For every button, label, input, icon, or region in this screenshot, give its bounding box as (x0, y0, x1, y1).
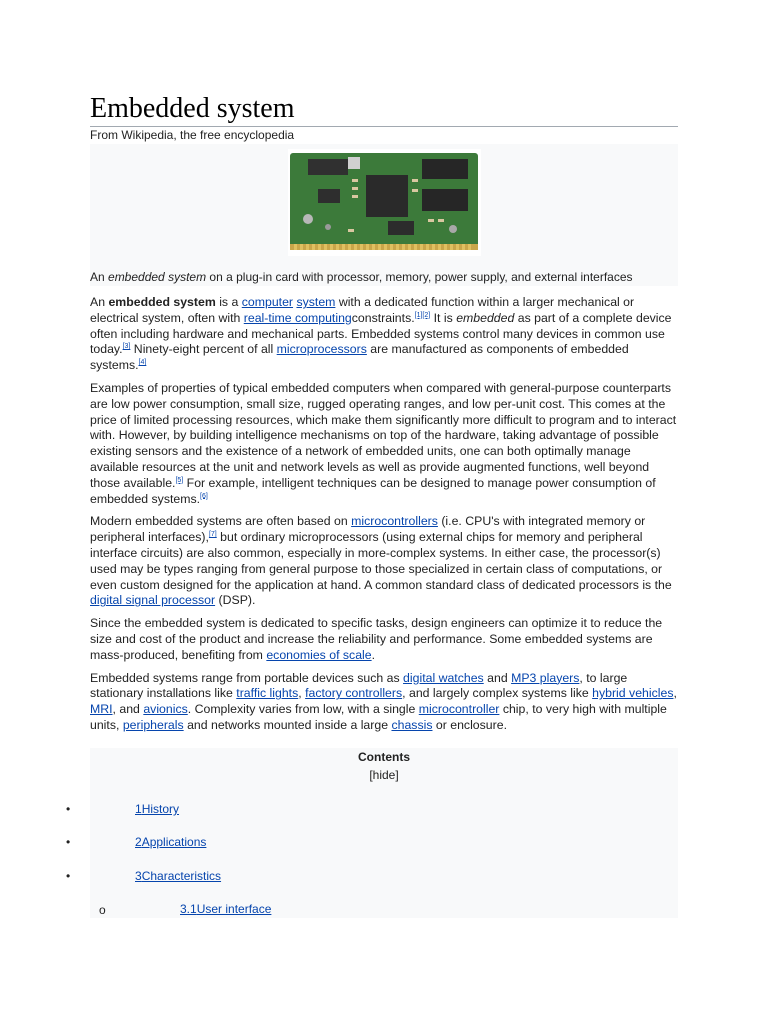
link-peripherals[interactable]: peripherals (122, 717, 184, 732)
toc-item-history[interactable]: 1History (135, 802, 180, 816)
toc-item-user-interface[interactable]: 3.1User interface (180, 902, 272, 916)
toc-sub-bullet: o (99, 903, 106, 917)
citation-6[interactable]: [6] (200, 492, 208, 500)
page-title: Embedded system (90, 92, 678, 127)
toc-bullet: • (66, 869, 71, 883)
citation-1-2[interactable]: [1][2] (414, 311, 431, 319)
link-chassis[interactable]: chassis (391, 717, 433, 732)
paragraph-modern: Modern embedded systems are often based on microcontrollers (i.e. CPU's with integrated memory or peripheral interfaces),[7] but ordinary microprocessors (using external chips for memory and peripheral interface circuits) are also common, especially in more-complex systems. In either case, the processor(s) used may be types ranging from general purpose to those specialized in certain class of computations, or even custom designed for the application at hand. A common standard class of dedicated processors is the digital signal processor (DSP). (90, 514, 672, 608)
link-traffic-lights[interactable]: traffic lights (236, 686, 299, 701)
link-real-time-computing[interactable]: real-time computing (243, 310, 352, 325)
citation-7[interactable]: [7] (208, 531, 217, 539)
link-digital-watches[interactable]: digital watches (403, 670, 484, 685)
link-mp3-players[interactable]: MP3 players (511, 670, 580, 685)
site-tagline: From Wikipedia, the free encyclopedia (90, 128, 295, 142)
lead-figure (90, 144, 678, 286)
figure-caption: An embedded system on a plug-in card with processor, memory, power supply, and external interfaces (90, 270, 633, 284)
citation-3[interactable]: [3] (122, 343, 131, 351)
article-body (90, 295, 678, 741)
circuit-board-image[interactable] (288, 149, 481, 256)
link-mri[interactable]: MRI (90, 702, 113, 717)
link-computer[interactable]: computer (241, 295, 294, 309)
table-of-contents (90, 748, 678, 918)
paragraph-optimization: Since the embedded system is dedicated to specific tasks, design engineers can optimize it to reduce the size and cost of the product and increase the reliability and performance. Some embedded systems are mass-produced, benefiting from economies of scale. (90, 616, 663, 662)
link-factory-controllers[interactable]: factory controllers (305, 686, 403, 701)
link-system[interactable]: system (296, 295, 336, 309)
toc-title: Contents (358, 750, 410, 764)
link-economies-of-scale[interactable]: economies of scale (266, 647, 372, 662)
citation-4[interactable]: [4] (138, 359, 147, 367)
link-microcontroller[interactable]: microcontroller (418, 702, 500, 717)
toc-bullet: • (66, 802, 71, 816)
link-avionics[interactable]: avionics (143, 702, 188, 717)
link-microcontrollers[interactable]: microcontrollers (351, 514, 438, 529)
toc-bullet: • (66, 835, 71, 849)
link-digital-signal-processor[interactable]: digital signal processor (90, 593, 216, 608)
paragraph-properties: Examples of properties of typical embedded computers when compared with general-purpose counterparts are low power consumption, small size, rugged operating ranges, and low per-unit cost. This comes at the price of limited processing resources, which make them significantly more difficult to program and to interact with. However, by building intelligence mechanisms on top of the hardware, taking advantage of possible existing sensors and the existence of a network of embedded units, one can both optimally manage available resources at the unit and network levels as well as provide augmented functions, well beyond those available.[5] For example, intelligent techniques can be designed to manage power consumption of embedded systems.[6] (90, 380, 677, 506)
toc-item-characteristics[interactable]: 3Characteristics (135, 869, 222, 883)
toc-item-applications[interactable]: 2Applications (135, 835, 207, 849)
link-hybrid-vehicles[interactable]: hybrid vehicles (592, 686, 674, 701)
citation-5[interactable]: [5] (175, 476, 184, 484)
toc-hide-toggle[interactable]: [hide] (369, 768, 399, 782)
paragraph-range: Embedded systems range from portable devices such as digital watches and MP3 players, to large stationary installations like traffic lights, factory controllers, and largely complex systems like hybrid vehicles, MRI, and avionics. Complexity varies from low, with a single microcontroller chip, to very high with multiple units, peripherals and networks mounted inside a large chassis or enclosure. (90, 670, 677, 732)
paragraph-intro: An embedded system is a computer system with a dedicated function within a larger mechanical or electrical system, often with real-time computingconstraints.[1][2] It is embedded as part of a complete device often including hardware and mechanical parts. Embedded systems control many devices in common use today.[3] Ninety-eight percent of all microprocessors are manufactured as components of embedded systems.[4] (90, 295, 672, 373)
link-microprocessors[interactable]: microprocessors (276, 342, 367, 357)
